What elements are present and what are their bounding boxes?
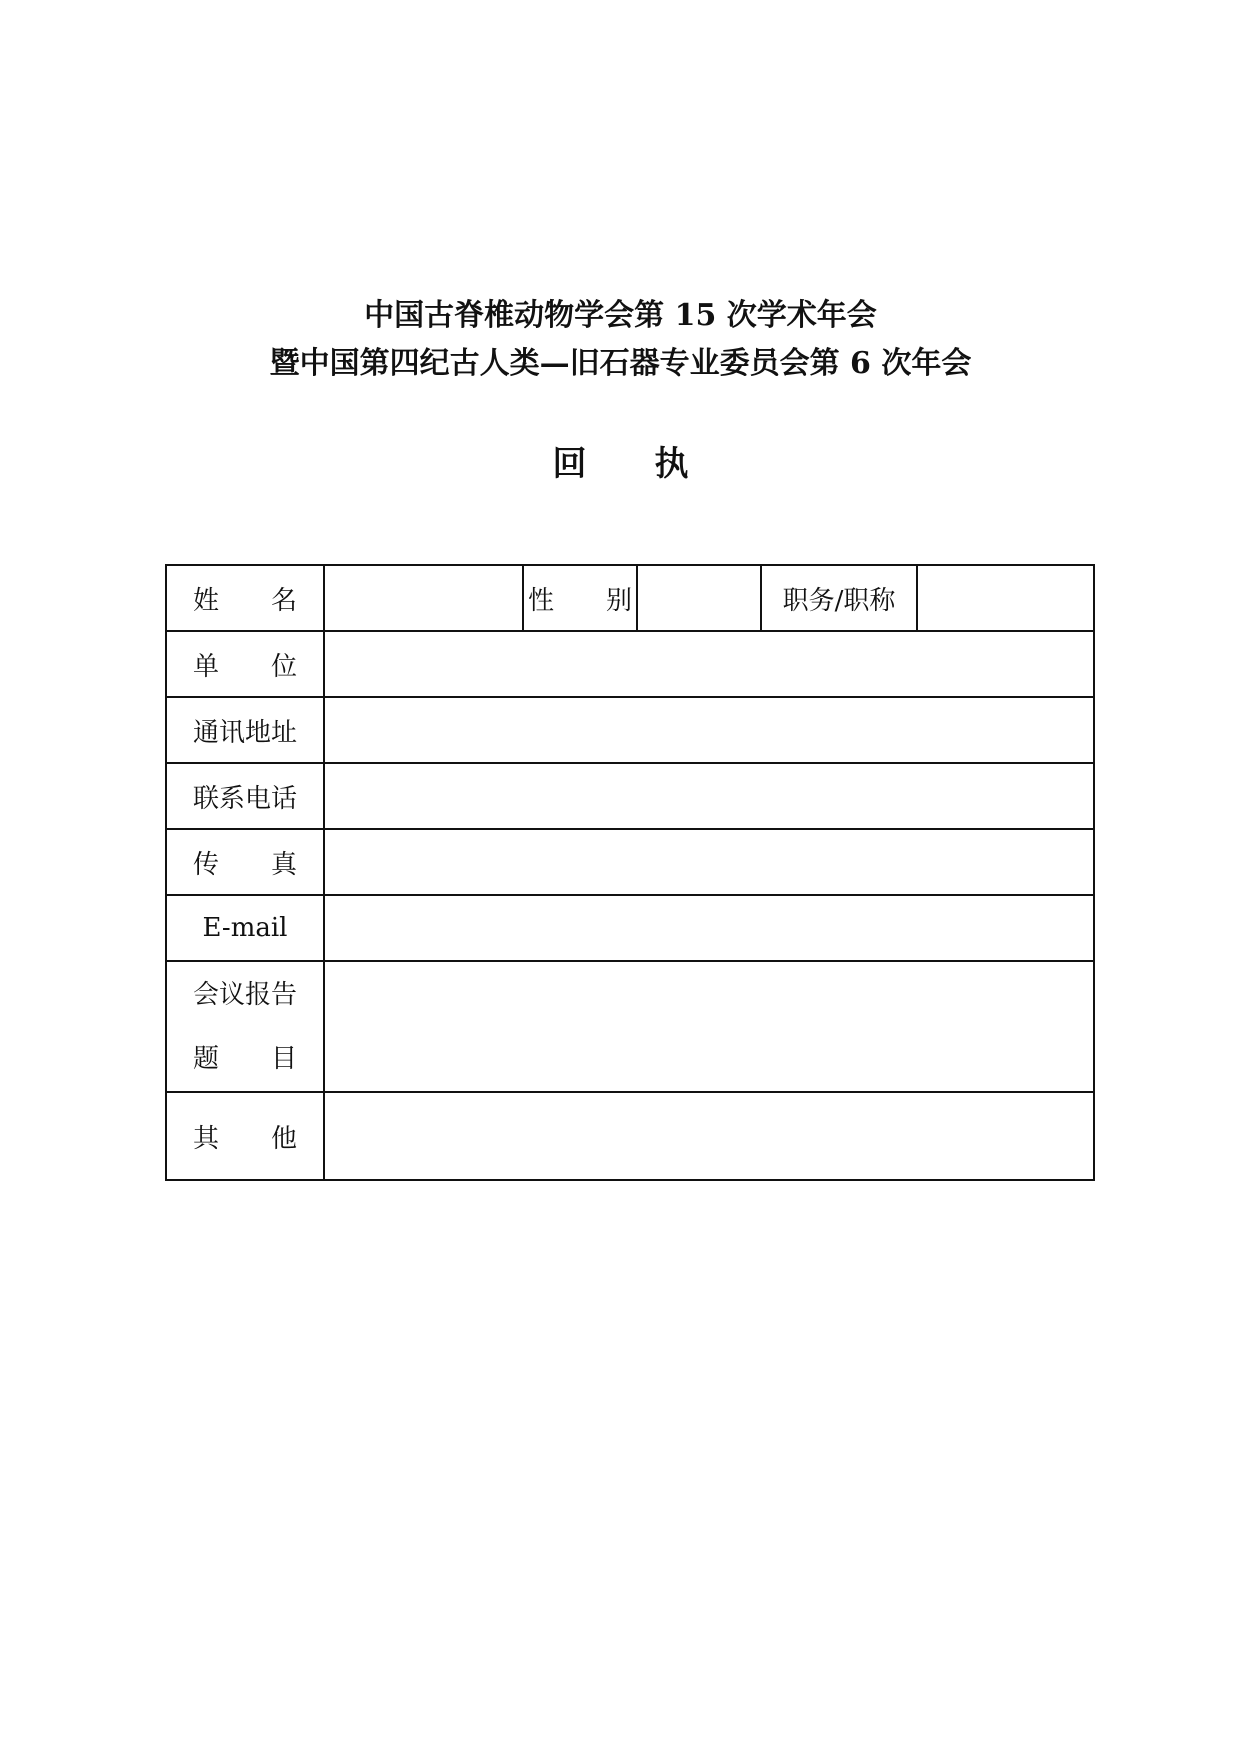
gender-label: 性 别 [523,565,637,631]
form-row-phone [166,763,1094,829]
report-title-field[interactable] [324,961,1094,1092]
report-title-label [166,961,324,1092]
form-row-address [166,697,1094,763]
form-row-email [166,895,1094,961]
fax-field[interactable] [324,829,1094,895]
position-label: 职务/职称 [761,565,917,631]
phone-label: 联系电话 [166,763,324,829]
unit-field[interactable] [324,631,1094,697]
reply-form-table [165,564,1095,1181]
other-label: 其 他 [166,1092,324,1180]
document-title-line-2: 暨中国第四纪古人类—旧石器专业委员会第 6 次年会 [269,346,972,381]
form-row-other [166,1092,1094,1180]
form-row-name [166,565,1094,631]
gender-field[interactable] [637,565,761,631]
unit-label: 单 位 [166,631,324,697]
other-field[interactable] [324,1092,1094,1180]
form-row-fax [166,829,1094,895]
name-field[interactable] [324,565,523,631]
position-field[interactable] [917,565,1094,631]
address-field[interactable] [324,697,1094,763]
email-label: E-mail [166,895,324,961]
phone-field[interactable] [324,763,1094,829]
address-label: 通讯地址 [166,697,324,763]
fax-label: 传 真 [166,829,324,895]
report-title-label-line-2: 题 目 [192,1043,297,1074]
form-row-unit [166,631,1094,697]
form-title: 回 执 [552,444,689,484]
document-title-line-1: 中国古脊椎动物学会第 15 次学术年会 [364,298,877,333]
name-label: 姓 名 [166,565,324,631]
report-title-label-line-1: 会议报告 [192,979,297,1010]
form-row-report-title [166,961,1094,1092]
email-field[interactable] [324,895,1094,961]
